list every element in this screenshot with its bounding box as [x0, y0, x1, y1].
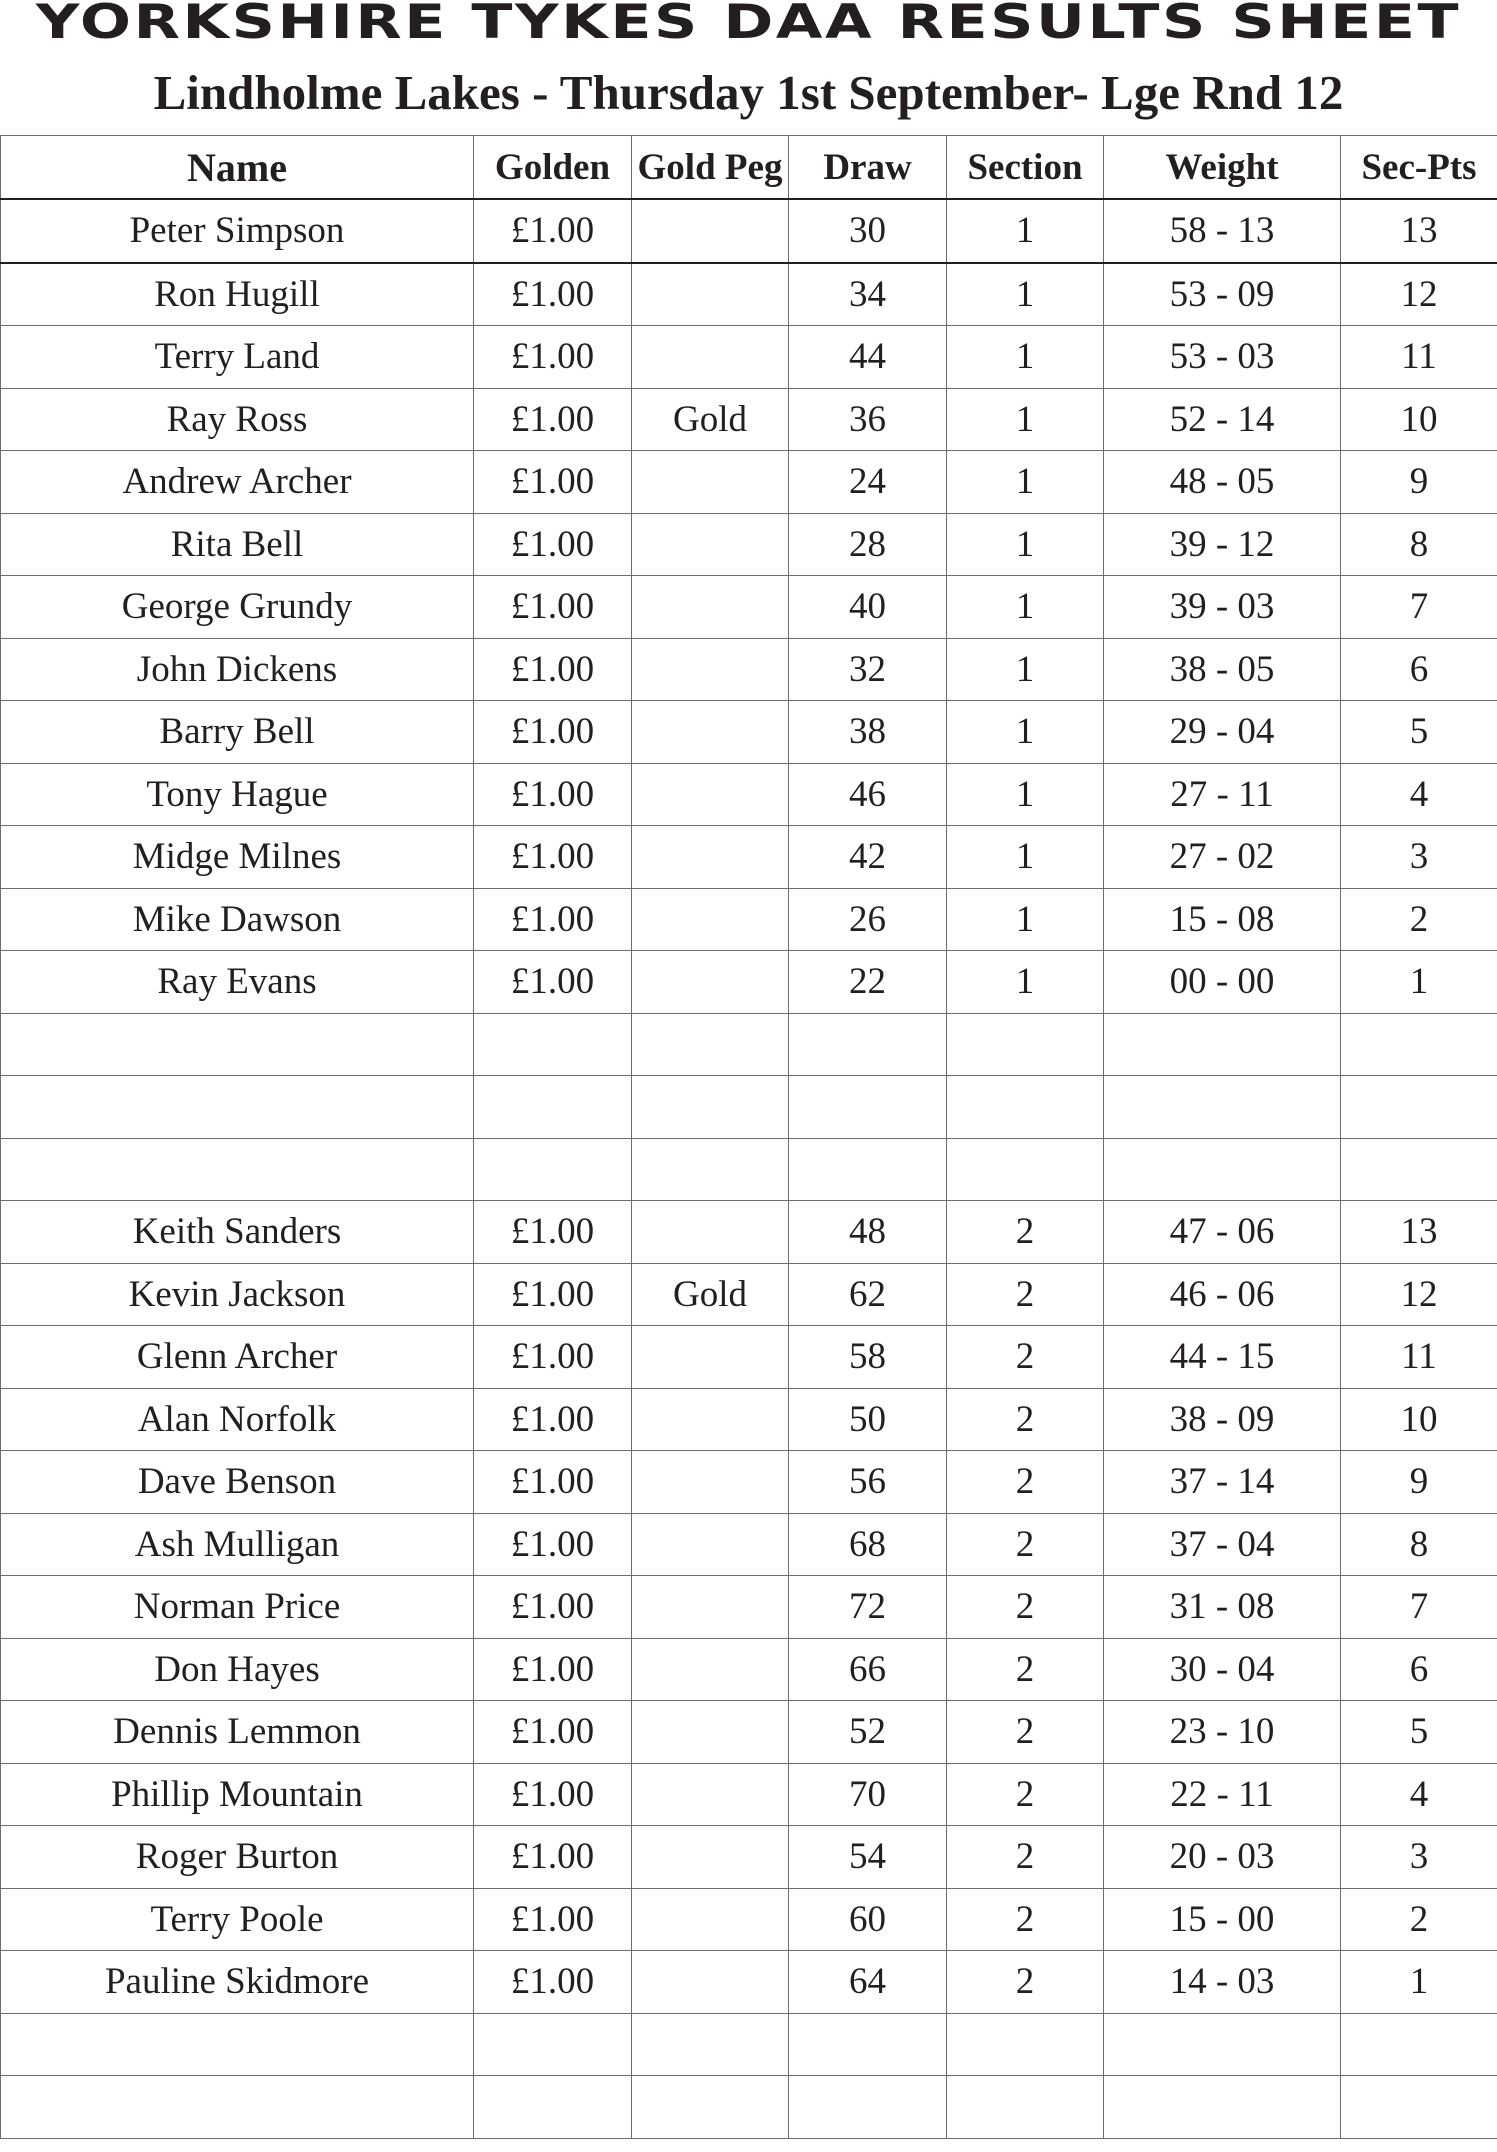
section-cell: 2: [947, 1201, 1104, 1264]
section-cell: [947, 1076, 1104, 1139]
weight-cell: 39 - 03: [1104, 576, 1341, 639]
table-row: [1, 1138, 1497, 1201]
section-cell: [947, 1013, 1104, 1076]
results-table: [0, 135, 1497, 2139]
weight-cell: 14 - 03: [1104, 1951, 1341, 2014]
column-header-gold-peg: Gold Peg: [632, 136, 789, 200]
gold-peg-cell: [632, 951, 789, 1014]
gold-peg-cell: [632, 513, 789, 576]
golden-cell: £1.00: [474, 326, 632, 389]
draw-cell: 36: [789, 388, 947, 451]
column-header-section: Section: [947, 136, 1104, 200]
name-cell: Ron Hugill: [1, 263, 474, 326]
name-cell: Terry Poole: [1, 1888, 474, 1951]
name-cell: Don Hayes: [1, 1638, 474, 1701]
name-cell: Peter Simpson: [1, 199, 474, 263]
section-cell: 2: [947, 1763, 1104, 1826]
weight-cell: [1104, 2013, 1341, 2076]
golden-cell: [474, 2076, 632, 2139]
golden-cell: £1.00: [474, 1201, 632, 1264]
weight-cell: 30 - 04: [1104, 1638, 1341, 1701]
gold-peg-cell: [632, 888, 789, 951]
golden-cell: £1.00: [474, 1388, 632, 1451]
name-cell: Pauline Skidmore: [1, 1951, 474, 2014]
table-row: [1, 1951, 1497, 2014]
name-cell: Ray Ross: [1, 388, 474, 451]
section-cell: 2: [947, 1951, 1104, 2014]
section-cell: 2: [947, 1638, 1104, 1701]
golden-cell: £1.00: [474, 888, 632, 951]
golden-cell: £1.00: [474, 1326, 632, 1389]
name-cell: Roger Burton: [1, 1826, 474, 1889]
section-cell: 2: [947, 1451, 1104, 1514]
gold-peg-cell: [632, 576, 789, 639]
sec-pts-cell: 10: [1341, 388, 1497, 451]
section-cell: 2: [947, 1888, 1104, 1951]
name-cell: Alan Norfolk: [1, 1388, 474, 1451]
golden-cell: £1.00: [474, 513, 632, 576]
section-cell: [947, 1138, 1104, 1201]
weight-cell: 22 - 11: [1104, 1763, 1341, 1826]
section-cell: 1: [947, 326, 1104, 389]
sec-pts-cell: 13: [1341, 199, 1497, 263]
gold-peg-cell: [632, 199, 789, 263]
sec-pts-cell: 12: [1341, 1263, 1497, 1326]
table-row: [1, 451, 1497, 514]
weight-cell: 15 - 00: [1104, 1888, 1341, 1951]
section-cell: 1: [947, 513, 1104, 576]
sec-pts-cell: [1341, 1013, 1497, 1076]
name-cell: Dennis Lemmon: [1, 1701, 474, 1764]
sec-pts-cell: 8: [1341, 1513, 1497, 1576]
weight-cell: 53 - 03: [1104, 326, 1341, 389]
section-cell: 1: [947, 826, 1104, 889]
draw-cell: 42: [789, 826, 947, 889]
sec-pts-cell: 11: [1341, 1326, 1497, 1389]
golden-cell: £1.00: [474, 451, 632, 514]
golden-cell: £1.00: [474, 1576, 632, 1639]
sec-pts-cell: [1341, 2013, 1497, 2076]
draw-cell: 38: [789, 701, 947, 764]
sheet-title: YORKSHIRE TYKES DAA RESULTS SHEET: [35, 0, 1462, 46]
table-row: [1, 326, 1497, 389]
gold-peg-cell: [632, 1013, 789, 1076]
gold-peg-cell: [632, 763, 789, 826]
name-cell: John Dickens: [1, 638, 474, 701]
table-row: [1, 1388, 1497, 1451]
section-cell: [947, 2076, 1104, 2139]
draw-cell: 28: [789, 513, 947, 576]
name-cell: Mike Dawson: [1, 888, 474, 951]
name-cell: Rita Bell: [1, 513, 474, 576]
gold-peg-cell: [632, 826, 789, 889]
weight-cell: 27 - 11: [1104, 763, 1341, 826]
draw-cell: [789, 1138, 947, 1201]
section-cell: 1: [947, 951, 1104, 1014]
sec-pts-cell: 2: [1341, 888, 1497, 951]
gold-peg-cell: [632, 1888, 789, 1951]
weight-cell: 58 - 13: [1104, 199, 1341, 263]
section-cell: 2: [947, 1263, 1104, 1326]
gold-peg-cell: [632, 1138, 789, 1201]
sec-pts-cell: 3: [1341, 1826, 1497, 1889]
draw-cell: 40: [789, 576, 947, 639]
draw-cell: 72: [789, 1576, 947, 1639]
sec-pts-cell: 9: [1341, 451, 1497, 514]
golden-cell: £1.00: [474, 1701, 632, 1764]
section-cell: 2: [947, 1326, 1104, 1389]
sec-pts-cell: 10: [1341, 1388, 1497, 1451]
golden-cell: £1.00: [474, 1951, 632, 2014]
weight-cell: 15 - 08: [1104, 888, 1341, 951]
table-row: [1, 199, 1497, 263]
table-row: [1, 1451, 1497, 1514]
table-row: [1, 2076, 1497, 2139]
sec-pts-cell: 4: [1341, 763, 1497, 826]
table-row: [1, 1576, 1497, 1639]
sec-pts-cell: 11: [1341, 326, 1497, 389]
section-cell: 1: [947, 576, 1104, 639]
golden-cell: £1.00: [474, 1263, 632, 1326]
golden-cell: £1.00: [474, 826, 632, 889]
sec-pts-cell: 9: [1341, 1451, 1497, 1514]
gold-peg-cell: [632, 701, 789, 764]
draw-cell: 32: [789, 638, 947, 701]
section-cell: 2: [947, 1388, 1104, 1451]
name-cell: Tony Hague: [1, 763, 474, 826]
name-cell: Ash Mulligan: [1, 1513, 474, 1576]
table-row: [1, 826, 1497, 889]
sheet-subtitle: Lindholme Lakes - Thursday 1st September- Lge Rnd 12: [153, 65, 1344, 120]
weight-cell: 52 - 14: [1104, 388, 1341, 451]
table-row: [1, 513, 1497, 576]
gold-peg-cell: [632, 1826, 789, 1889]
golden-cell: £1.00: [474, 951, 632, 1014]
gold-peg-cell: [632, 1201, 789, 1264]
gold-peg-cell: [632, 1451, 789, 1514]
column-header-golden: Golden: [474, 136, 632, 200]
weight-cell: 00 - 00: [1104, 951, 1341, 1014]
name-cell: Keith Sanders: [1, 1201, 474, 1264]
name-cell: [1, 1076, 474, 1139]
golden-cell: £1.00: [474, 701, 632, 764]
sec-pts-cell: 13: [1341, 1201, 1497, 1264]
golden-cell: [474, 1013, 632, 1076]
name-cell: Andrew Archer: [1, 451, 474, 514]
section-cell: 1: [947, 388, 1104, 451]
table-row: [1, 1888, 1497, 1951]
gold-peg-cell: Gold: [632, 1263, 789, 1326]
golden-cell: £1.00: [474, 388, 632, 451]
name-cell: [1, 2076, 474, 2139]
sec-pts-cell: 2: [1341, 1888, 1497, 1951]
draw-cell: 50: [789, 1388, 947, 1451]
golden-cell: £1.00: [474, 763, 632, 826]
draw-cell: 62: [789, 1263, 947, 1326]
sec-pts-cell: 4: [1341, 1763, 1497, 1826]
weight-cell: 27 - 02: [1104, 826, 1341, 889]
section-cell: 2: [947, 1826, 1104, 1889]
section-cell: 1: [947, 638, 1104, 701]
sec-pts-cell: 7: [1341, 576, 1497, 639]
results-body: [1, 199, 1497, 2138]
section-cell: [947, 2013, 1104, 2076]
name-cell: Kevin Jackson: [1, 1263, 474, 1326]
golden-cell: £1.00: [474, 1763, 632, 1826]
gold-peg-cell: [632, 1576, 789, 1639]
table-row: [1, 2013, 1497, 2076]
weight-cell: 37 - 04: [1104, 1513, 1341, 1576]
section-cell: 1: [947, 451, 1104, 514]
draw-cell: [789, 1013, 947, 1076]
weight-cell: 39 - 12: [1104, 513, 1341, 576]
column-header-name: Name: [1, 136, 474, 200]
table-row: [1, 1326, 1497, 1389]
name-cell: Dave Benson: [1, 1451, 474, 1514]
draw-cell: [789, 2076, 947, 2139]
table-row: [1, 763, 1497, 826]
draw-cell: 22: [789, 951, 947, 1014]
gold-peg-cell: [632, 1388, 789, 1451]
sec-pts-cell: 3: [1341, 826, 1497, 889]
sec-pts-cell: [1341, 1076, 1497, 1139]
section-cell: 2: [947, 1701, 1104, 1764]
section-cell: 1: [947, 263, 1104, 326]
weight-cell: 47 - 06: [1104, 1201, 1341, 1264]
draw-cell: 56: [789, 1451, 947, 1514]
sec-pts-cell: 5: [1341, 1701, 1497, 1764]
gold-peg-cell: [632, 1701, 789, 1764]
section-cell: 1: [947, 763, 1104, 826]
table-row: [1, 701, 1497, 764]
table-row: [1, 1763, 1497, 1826]
weight-cell: 23 - 10: [1104, 1701, 1341, 1764]
golden-cell: £1.00: [474, 1638, 632, 1701]
name-cell: Phillip Mountain: [1, 1763, 474, 1826]
draw-cell: 48: [789, 1201, 947, 1264]
weight-cell: 46 - 06: [1104, 1263, 1341, 1326]
weight-cell: [1104, 1013, 1341, 1076]
table-row: [1, 888, 1497, 951]
sec-pts-cell: 7: [1341, 1576, 1497, 1639]
weight-cell: 53 - 09: [1104, 263, 1341, 326]
table-row: [1, 638, 1497, 701]
weight-cell: 37 - 14: [1104, 1451, 1341, 1514]
draw-cell: 70: [789, 1763, 947, 1826]
section-cell: 1: [947, 701, 1104, 764]
golden-cell: [474, 1138, 632, 1201]
gold-peg-cell: [632, 1076, 789, 1139]
name-cell: Barry Bell: [1, 701, 474, 764]
golden-cell: £1.00: [474, 263, 632, 326]
name-cell: Midge Milnes: [1, 826, 474, 889]
table-row: [1, 1013, 1497, 1076]
name-cell: Norman Price: [1, 1576, 474, 1639]
table-row: [1, 388, 1497, 451]
header-row: [1, 136, 1497, 200]
draw-cell: 58: [789, 1326, 947, 1389]
golden-cell: £1.00: [474, 1513, 632, 1576]
gold-peg-cell: [632, 326, 789, 389]
golden-cell: £1.00: [474, 1826, 632, 1889]
name-cell: [1, 1013, 474, 1076]
sec-pts-cell: 1: [1341, 951, 1497, 1014]
weight-cell: 48 - 05: [1104, 451, 1341, 514]
sec-pts-cell: 1: [1341, 1951, 1497, 2014]
name-cell: Terry Land: [1, 326, 474, 389]
golden-cell: £1.00: [474, 199, 632, 263]
golden-cell: £1.00: [474, 1888, 632, 1951]
weight-cell: 38 - 05: [1104, 638, 1341, 701]
table-row: [1, 1513, 1497, 1576]
golden-cell: [474, 1076, 632, 1139]
sec-pts-cell: [1341, 1138, 1497, 1201]
column-header-sec-pts: Sec-Pts: [1341, 136, 1497, 200]
draw-cell: 30: [789, 199, 947, 263]
weight-cell: [1104, 1138, 1341, 1201]
gold-peg-cell: [632, 1513, 789, 1576]
section-cell: 1: [947, 199, 1104, 263]
weight-cell: 44 - 15: [1104, 1326, 1341, 1389]
sec-pts-cell: 8: [1341, 513, 1497, 576]
draw-cell: 34: [789, 263, 947, 326]
name-cell: [1, 1138, 474, 1201]
draw-cell: 44: [789, 326, 947, 389]
draw-cell: 68: [789, 1513, 947, 1576]
weight-cell: 20 - 03: [1104, 1826, 1341, 1889]
table-row: [1, 951, 1497, 1014]
name-cell: [1, 2013, 474, 2076]
golden-cell: £1.00: [474, 1451, 632, 1514]
table-row: [1, 1201, 1497, 1264]
sec-pts-cell: 6: [1341, 1638, 1497, 1701]
draw-cell: 64: [789, 1951, 947, 2014]
gold-peg-cell: [632, 1763, 789, 1826]
draw-cell: [789, 2013, 947, 2076]
draw-cell: [789, 1076, 947, 1139]
gold-peg-cell: [632, 638, 789, 701]
draw-cell: 54: [789, 1826, 947, 1889]
table-row: [1, 1701, 1497, 1764]
section-cell: 1: [947, 888, 1104, 951]
draw-cell: 60: [789, 1888, 947, 1951]
draw-cell: 46: [789, 763, 947, 826]
gold-peg-cell: [632, 263, 789, 326]
golden-cell: [474, 2013, 632, 2076]
column-header-weight: Weight: [1104, 136, 1341, 200]
sec-pts-cell: 6: [1341, 638, 1497, 701]
weight-cell: 31 - 08: [1104, 1576, 1341, 1639]
name-cell: Glenn Archer: [1, 1326, 474, 1389]
weight-cell: 38 - 09: [1104, 1388, 1341, 1451]
gold-peg-cell: [632, 2013, 789, 2076]
weight-cell: [1104, 1076, 1341, 1139]
section-cell: 2: [947, 1576, 1104, 1639]
weight-cell: 29 - 04: [1104, 701, 1341, 764]
sec-pts-cell: 5: [1341, 701, 1497, 764]
gold-peg-cell: [632, 2076, 789, 2139]
gold-peg-cell: [632, 451, 789, 514]
draw-cell: 66: [789, 1638, 947, 1701]
gold-peg-cell: Gold: [632, 388, 789, 451]
table-row: [1, 1076, 1497, 1139]
draw-cell: 26: [789, 888, 947, 951]
sec-pts-cell: 12: [1341, 263, 1497, 326]
gold-peg-cell: [632, 1951, 789, 2014]
golden-cell: £1.00: [474, 638, 632, 701]
golden-cell: £1.00: [474, 576, 632, 639]
table-row: [1, 576, 1497, 639]
draw-cell: 24: [789, 451, 947, 514]
gold-peg-cell: [632, 1638, 789, 1701]
name-cell: Ray Evans: [1, 951, 474, 1014]
column-header-draw: Draw: [789, 136, 947, 200]
name-cell: George Grundy: [1, 576, 474, 639]
weight-cell: [1104, 2076, 1341, 2139]
table-row: [1, 1826, 1497, 1889]
table-row: [1, 263, 1497, 326]
table-row: [1, 1263, 1497, 1326]
section-cell: 2: [947, 1513, 1104, 1576]
table-row: [1, 1638, 1497, 1701]
sec-pts-cell: [1341, 2076, 1497, 2139]
draw-cell: 52: [789, 1701, 947, 1764]
gold-peg-cell: [632, 1326, 789, 1389]
